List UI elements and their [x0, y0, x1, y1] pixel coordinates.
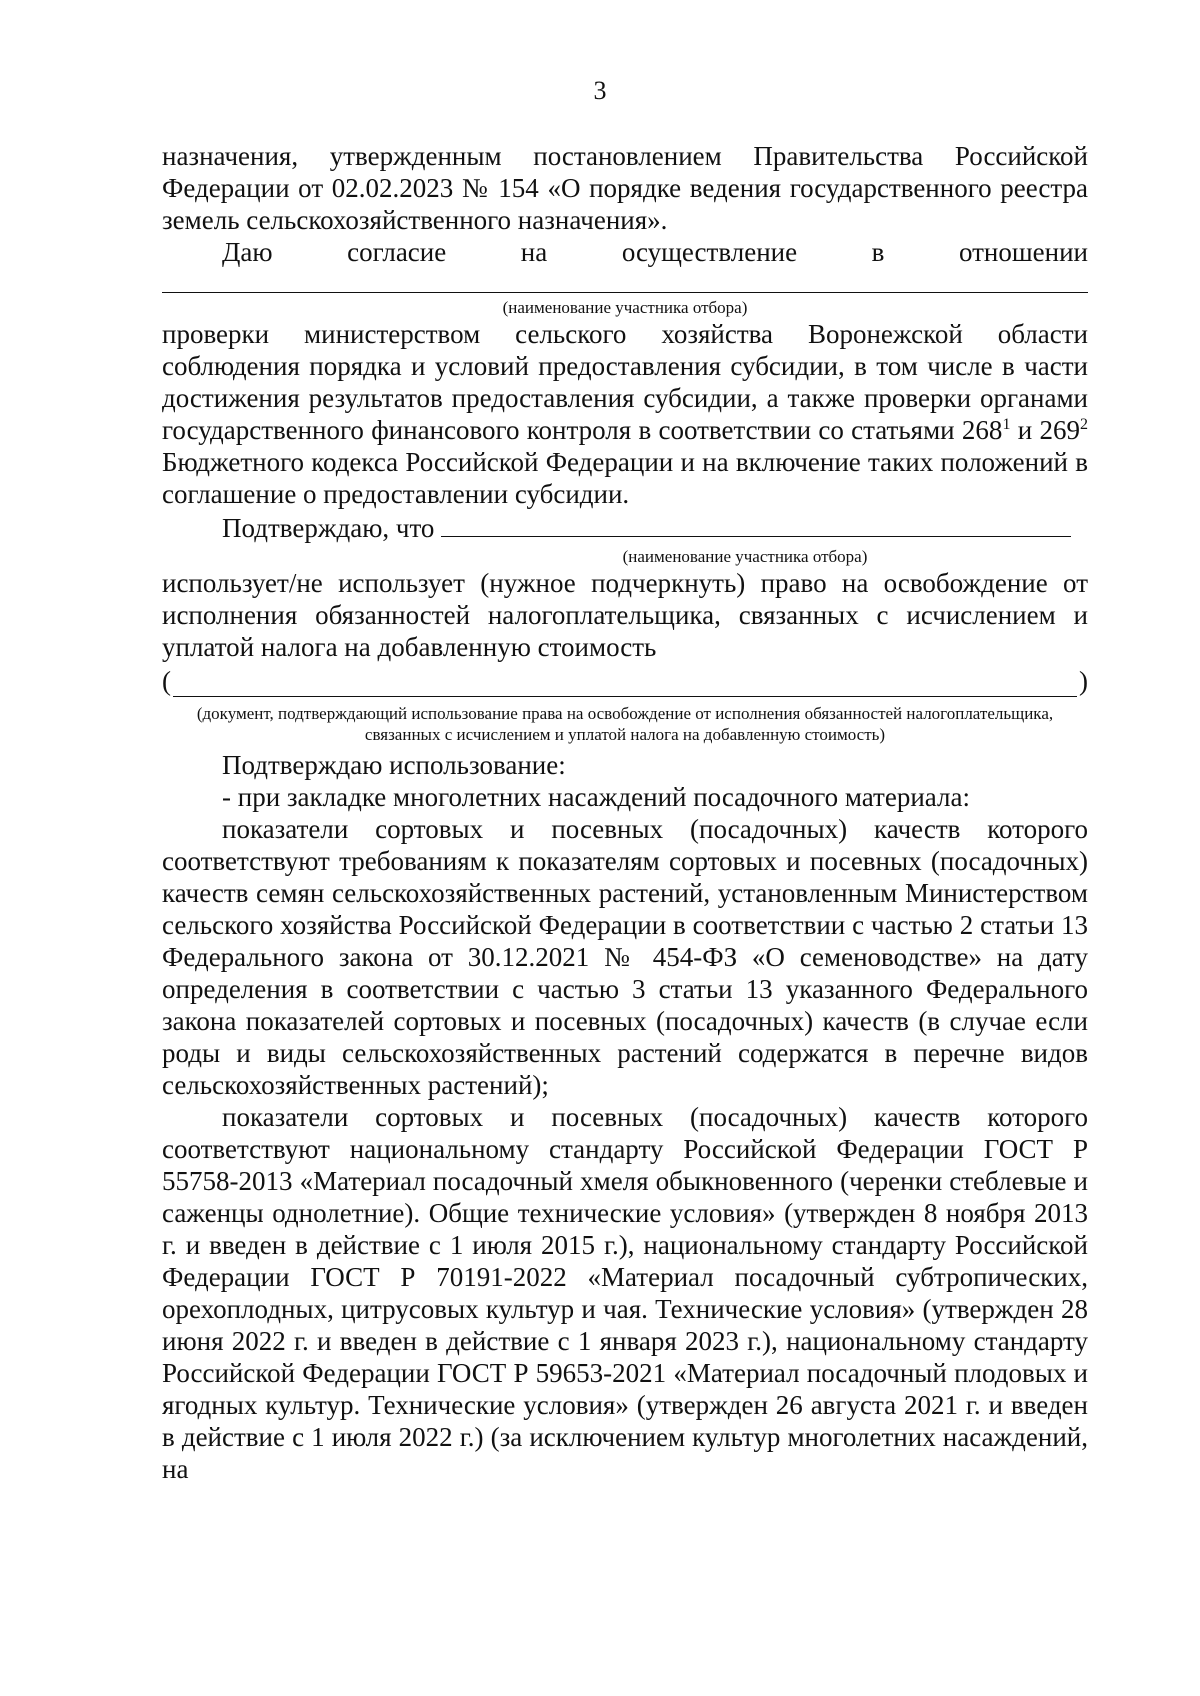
- page-number: 3: [593, 76, 607, 105]
- document-field-row: [162, 663, 1088, 697]
- confirm-line: [162, 512, 1088, 544]
- paragraph-consent: проверки министерством сельского хозяйства Воронежской области соблюдения порядка и условий предоставления субсидии, в том числе в части достижения результатов предоставления субсидии, а также проверки органами государственного финансового контроля в соответствии со статьями $268^1$ и $269^2$ Бюджетного кодекса Российской Федерации и на включение таких положений в соглашение о предоставлении субсидии.: [162, 319, 1089, 509]
- usage-heading: Подтверждаю использование:: [222, 750, 566, 780]
- close-paren: ): [1079, 666, 1088, 696]
- superscript-1: 1: [1002, 416, 1011, 433]
- participant-name-field[interactable]: [162, 270, 1088, 293]
- consent-word-4: осуществление: [621, 237, 798, 267]
- consent-word-3: на: [520, 237, 548, 267]
- open-paren: (: [162, 666, 171, 696]
- consent-word-5: в: [871, 237, 885, 267]
- usage-paragraph-2: показатели сортовых и посевных (посадочных) качеств которого соответствуют национальному стандарту Российской Федерации ГОСТ Р 55758-2013 «Материал посадочный хмеля обыкновенного (черенки стеблевые и саженцы однолетние). Общие технические условия» (утвержден 8 ноября 2013 г. и введен в действие с 1 июля 2015 г.), национальному стандарту Российской Федерации ГОСТ Р 70191-2022 «Материал посадочный субтропических, орехоплодных, цитрусовых культур и чая. Технические условия» (утвержден 28 июня 2022 г. и введен в действие с 1 января 2023 г.), национальному стандарту Российской Федерации ГОСТ Р 59653-2021 «Материал посадочный плодовых и ягодных культур. Технические условия» (утвержден 26 августа 2021 г. и введен в действие с 1 июля 2022 г.) (за исключением культур многолетних насаждений, на: [162, 1102, 1088, 1484]
- document-field[interactable]: [173, 670, 1077, 697]
- document-body: [162, 140, 1088, 1485]
- usage-paragraph-1: показатели сортовых и посевных (посадочных) качеств которого соответствуют требованиям к показателям сортовых и посевных (посадочных) качеств семян сельскохозяйственных растений, установленным Министерством сельского хозяйства Российской Федерации в соответствии с частью 2 статьи 13 Федерального закона от 30.12.2021 № 454-ФЗ «О семеноводстве» на дату определения в соответствии с частью 3 статьи 13 указанного Федерального закона показателей сортовых и посевных (посадочных) качеств (в случае если роды и виды сельскохозяйственных растений содержатся в перечне видов сельскохозяйственных растений);: [162, 814, 1088, 1100]
- participant-name-caption: (наименование участника отбора): [502, 298, 748, 317]
- superscript-2: 2: [1080, 416, 1089, 433]
- usage-item-1: - при закладке многолетних насаждений посадочного материала:: [222, 782, 970, 812]
- consent-word-2: согласие: [347, 237, 447, 267]
- participant-name-field-2[interactable]: [441, 512, 1071, 537]
- document-caption: (документ, подтверждающий использование права на освобождение от исполнения обязанностей налогоплательщика, связанных с исчислением и уплатой налога на добавленную стоимость): [196, 704, 1054, 744]
- consent-line: [162, 236, 1088, 268]
- consent-word-6: отношении: [958, 237, 1088, 267]
- consent-word-1: Даю: [222, 237, 273, 267]
- paragraph-intro: назначения, утвержденным постановлением Правительства Российской Федерации от 02.02.2023 № 154 «О порядке ведения государственного реестра земель сельскохозяйственного назначения».: [162, 141, 1088, 235]
- confirm-lead: Подтверждаю, что: [222, 513, 435, 543]
- paragraph-vat: использует/не использует (нужное подчеркнуть) право на освобождение от исполнения обязанностей налогоплательщика, связанных с исчислением и уплатой налога на добавленную стоимость: [162, 568, 1088, 662]
- participant-name-caption-2: (наименование участника отбора): [622, 547, 868, 566]
